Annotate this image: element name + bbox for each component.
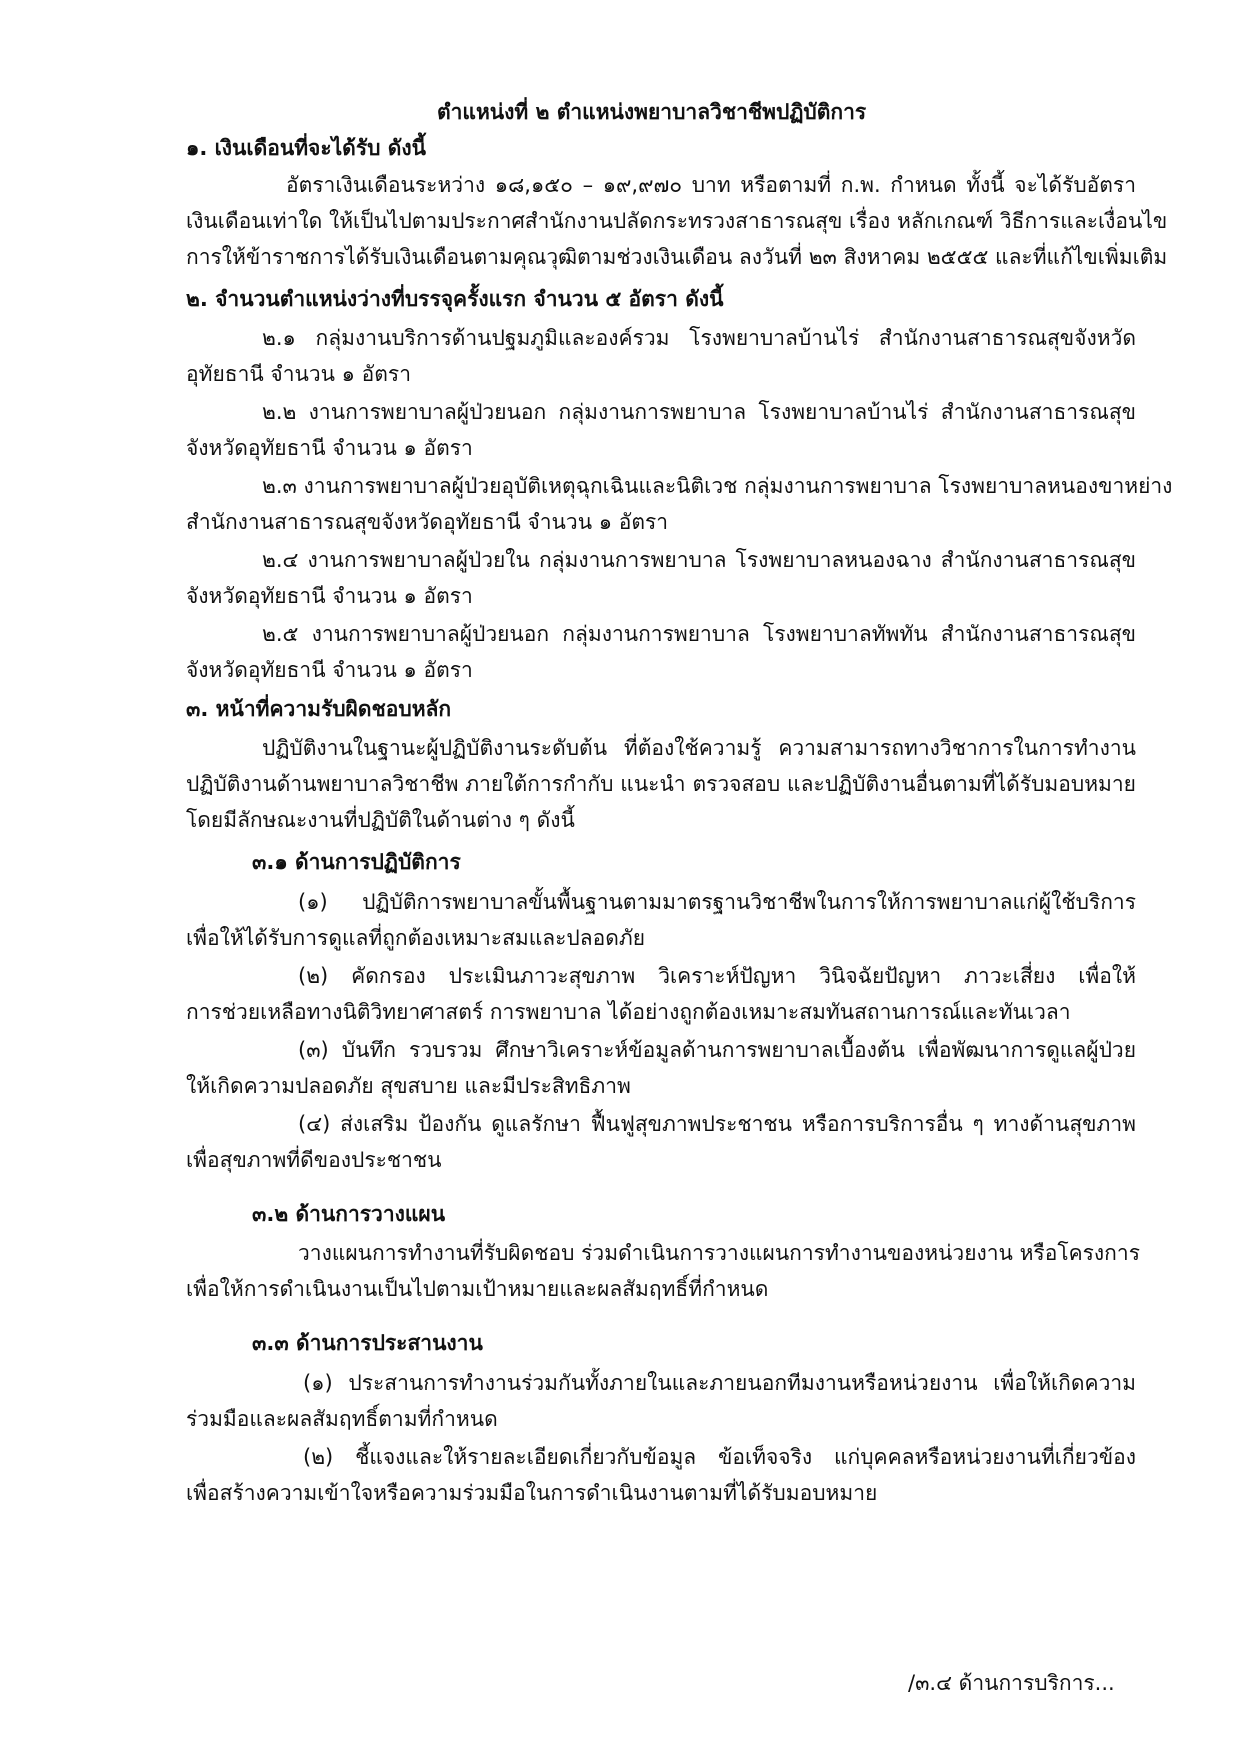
list-item-line: ๒.๔ งานการพยาบาลผู้ป่วยใน กลุ่มงานการพยาบาล โรงพยาบาลหนองฉาง สำนักงานสาธารณสุข bbox=[262, 548, 1136, 572]
list-item-line: เพื่อสุขภาพที่ดีของประชาชน bbox=[186, 1148, 442, 1172]
list-item-line: ให้เกิดความปลอดภัย สุขสบาย และมีประสิทธิภาพ bbox=[186, 1074, 631, 1098]
list-item-line: เพื่อสร้างความเข้าใจหรือความร่วมมือในการดำเนินงานตามที่ได้รับมอบหมาย bbox=[186, 1481, 878, 1505]
list-item-line: (๓) บันทึก รวบรวม ศึกษาวิเคราะห์ข้อมูลด้านการพยาบาลเบื้องต้น เพื่อพัฒนาการดูแลผู้ป่วย bbox=[298, 1038, 1136, 1062]
section1-heading: ๑. เงินเดือนที่จะได้รับ ดังนี้ bbox=[186, 136, 426, 160]
list-item-line: (๑) ประสานการทำงานร่วมกันทั้งภายในและภายนอกทีมงานหรือหน่วยงาน เพื่อให้เกิดความ bbox=[303, 1371, 1136, 1395]
list-item-line: (๒) ชี้แจงและให้รายละเอียดเกี่ยวกับข้อมูล ข้อเท็จจริง แก่บุคคลหรือหน่วยงานที่เกี่ยวข้อง bbox=[303, 1445, 1136, 1469]
list-item-line: การช่วยเหลือทางนิติวิทยาศาสตร์ การพยาบาล ได้อย่างถูกต้องเหมาะสมทันสถานการณ์และทันเวลา bbox=[186, 1000, 1071, 1024]
paragraph-line: โดยมีลักษณะงานที่ปฏิบัติในด้านต่าง ๆ ดังนี้ bbox=[186, 808, 575, 832]
subsection-heading: ๓.๓ ด้านการประสานงาน bbox=[252, 1331, 483, 1355]
list-item-line: จังหวัดอุทัยธานี จำนวน ๑ อัตรา bbox=[186, 584, 473, 608]
continuation-note: /๓.๔ ด้านการบริการ... bbox=[908, 1671, 1115, 1695]
subsection-heading: ๓.๑ ด้านการปฏิบัติการ bbox=[252, 850, 461, 874]
list-item-line: ๒.๑ กลุ่มงานบริการด้านปฐมภูมิและองค์รวม โรงพยาบาลบ้านไร่ สำนักงานสาธารณสุขจังหวัด bbox=[262, 326, 1136, 350]
paragraph-line: ปฏิบัติงานด้านพยาบาลวิชาชีพ ภายใต้การกำกับ แนะนำ ตรวจสอบ และปฏิบัติงานอื่นตามที่ได้รับมอบหมาย bbox=[186, 772, 1136, 796]
list-item-line: สำนักงานสาธารณสุขจังหวัดอุทัยธานี จำนวน ๑ อัตรา bbox=[186, 510, 669, 534]
list-item-line: (๒) คัดกรอง ประเมินภาวะสุขภาพ วิเคราะห์ปัญหา วินิจฉัยปัญหา ภาวะเสี่ยง เพื่อให้ bbox=[298, 964, 1136, 988]
list-item-line: อุทัยธานี จำนวน ๑ อัตรา bbox=[186, 362, 412, 386]
section3-heading: ๓. หน้าที่ความรับผิดชอบหลัก bbox=[186, 697, 452, 721]
paragraph-line: เพื่อให้การดำเนินงานเป็นไปตามเป้าหมายและผลสัมฤทธิ์ที่กำหนด bbox=[186, 1277, 769, 1301]
paragraph-line: การให้ข้าราชการได้รับเงินเดือนตามคุณวุฒิตามช่วงเงินเดือน ลงวันที่ ๒๓ สิงหาคม ๒๕๕๕ และที่แก้ไขเพิ่มเติม bbox=[186, 245, 1168, 269]
list-item-line: เพื่อให้ได้รับการดูแลที่ถูกต้องเหมาะสมและปลอดภัย bbox=[186, 926, 646, 950]
list-item-line: ๒.๓ งานการพยาบาลผู้ป่วยอุบัติเหตุฉุกเฉินและนิติเวช กลุ่มงานการพยาบาล โรงพยาบาลหนองขาหย่าง bbox=[262, 474, 1173, 498]
list-item-line: ๒.๒ งานการพยาบาลผู้ป่วยนอก กลุ่มงานการพยาบาล โรงพยาบาลบ้านไร่ สำนักงานสาธารณสุข bbox=[262, 400, 1136, 424]
paragraph-line: อัตราเงินเดือนระหว่าง ๑๘,๑๕๐ – ๑๙,๙๗๐ บาท หรือตามที่ ก.พ. กำหนด ทั้งนี้ จะได้รับอัตรา bbox=[286, 173, 1136, 197]
paragraph-line: ปฏิบัติงานในฐานะผู้ปฏิบัติงานระดับต้น ที่ต้องใช้ความรู้ ความสามารถทางวิชาการในการทำงาน bbox=[262, 736, 1136, 760]
section2-heading: ๒. จำนวนตำแหน่งว่างที่บรรจุครั้งแรก จำนวน ๕ อัตรา ดังนี้ bbox=[186, 287, 724, 311]
list-item-line: ร่วมมือและผลสัมฤทธิ์ตามที่กำหนด bbox=[186, 1407, 498, 1431]
list-item-line: จังหวัดอุทัยธานี จำนวน ๑ อัตรา bbox=[186, 436, 473, 460]
list-item-line: (๑) ปฏิบัติการพยาบาลขั้นพื้นฐานตามมาตรฐานวิชาชีพในการให้การพยาบาลแก่ผู้ใช้บริการ bbox=[298, 890, 1136, 914]
subsection-heading: ๓.๒ ด้านการวางแผน bbox=[252, 1202, 446, 1226]
list-item-line: จังหวัดอุทัยธานี จำนวน ๑ อัตรา bbox=[186, 658, 473, 682]
list-item-line: ๒.๕ งานการพยาบาลผู้ป่วยนอก กลุ่มงานการพยาบาล โรงพยาบาลทัพทัน สำนักงานสาธารณสุข bbox=[262, 622, 1136, 646]
list-item-line: (๔) ส่งเสริม ป้องกัน ดูแลรักษา ฟื้นฟูสุขภาพประชาชน หรือการบริการอื่น ๆ ทางด้านสุขภาพ bbox=[298, 1112, 1136, 1136]
page-title: ตำแหน่งที่ ๒ ตำแหน่งพยาบาลวิชาชีพปฏิบัติการ bbox=[437, 100, 867, 124]
paragraph-line: เงินเดือนเท่าใด ให้เป็นไปตามประกาศสำนักงานปลัดกระทรวงสาธารณสุข เรื่อง หลักเกณฑ์ วิธีการและเงื่อนไข bbox=[186, 209, 1168, 233]
paragraph-line: วางแผนการทำงานที่รับผิดชอบ ร่วมดำเนินการวางแผนการทำงานของหน่วยงาน หรือโครงการ bbox=[298, 1241, 1140, 1265]
